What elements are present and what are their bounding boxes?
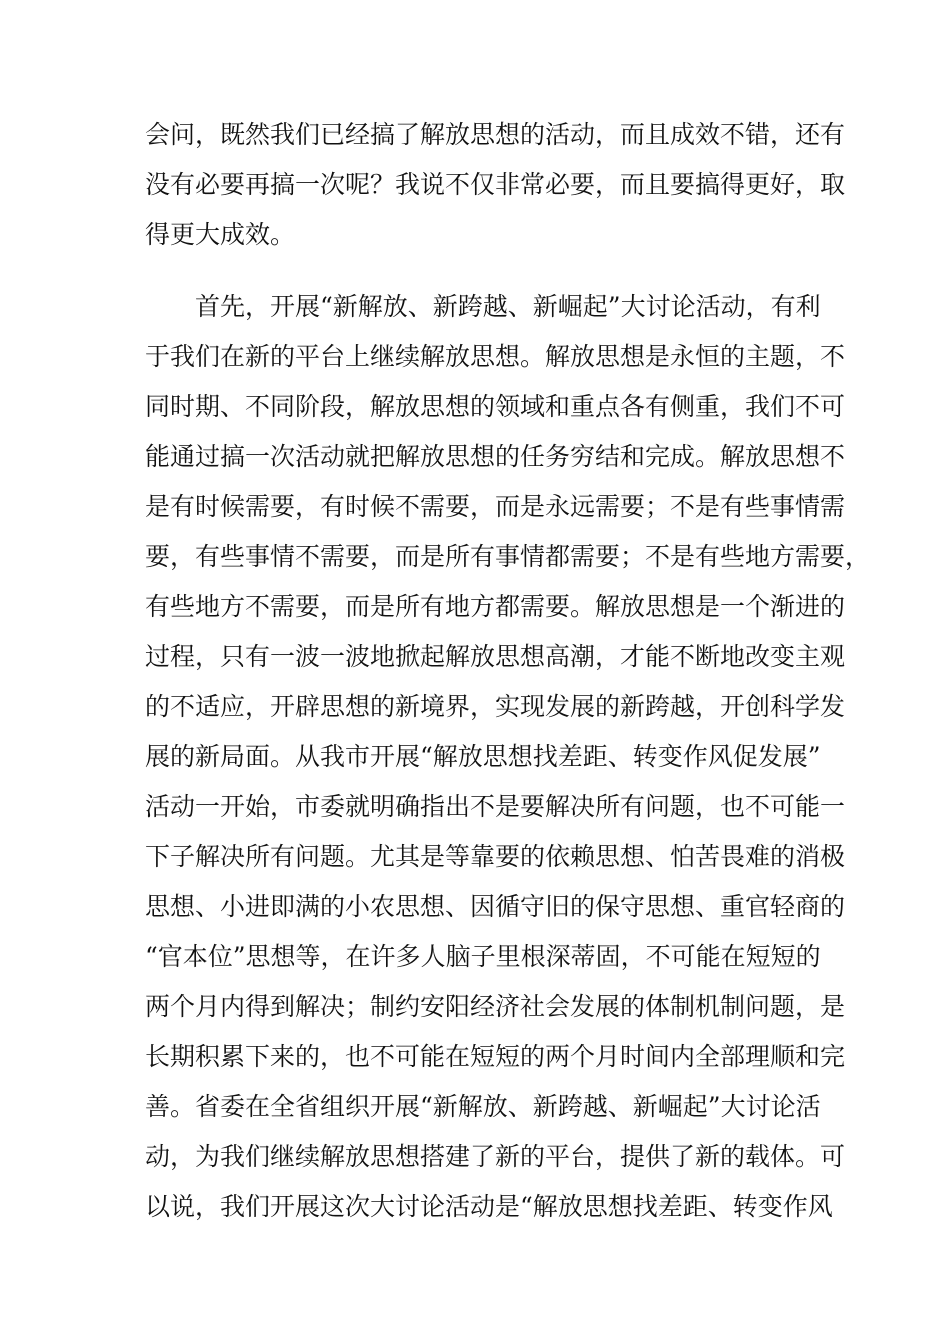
text-line: 有些地方不需要，而是所有地方都需要。解放思想是一个渐进的 (145, 592, 846, 621)
text-line: 长期积累下来的，也不可能在短短的两个月时间内全部理顺和完 (145, 1042, 846, 1071)
text-line: 的不适应，开辟思想的新境界，实现发展的新跨越，开创科学发 (145, 692, 846, 721)
text-line: 两个月内得到解决；制约安阳经济社会发展的体制机制问题，是 (145, 992, 846, 1021)
text-line: 过程，只有一波一波地掀起解放思想高潮，才能不断地改变主观 (145, 642, 846, 671)
text-line: 下子解决所有问题。尤其是等靠要的依赖思想、怕苦畏难的消极 (145, 842, 846, 871)
text-line: 会问，既然我们已经搞了解放思想的活动，而且成效不错，还有 (145, 120, 846, 149)
text-line: 活动一开始，市委就明确指出不是要解决所有问题，也不可能一 (145, 792, 846, 821)
text-line: 能通过搞一次活动就把解放思想的任务穷结和完成。解放思想不 (145, 442, 846, 471)
text-line: “官本位”思想等，在许多人脑子里根深蒂固，不可能在短短的 (145, 942, 821, 971)
text-line: 同时期、不同阶段，解放思想的领域和重点各有侧重，我们不可 (145, 392, 846, 421)
text-line: 于我们在新的平台上继续解放思想。解放思想是永恒的主题，不 (145, 342, 846, 371)
text-line: 展的新局面。从我市开展“解放思想找差距、转变作风促发展” (145, 742, 821, 771)
text-line: 以说，我们开展这次大讨论活动是“解放思想找差距、转变作风 (145, 1192, 833, 1221)
text-line: 首先，开展“新解放、新跨越、新崛起”大讨论活动，有利 (195, 292, 821, 321)
text-line: 动，为我们继续解放思想搭建了新的平台，提供了新的载体。可 (145, 1142, 846, 1171)
text-line: 善。省委在全省组织开展“新解放、新跨越、新崛起”大讨论活 (145, 1092, 821, 1121)
text-line: 没有必要再搞一次呢？我说不仅非常必要，而且要搞得更好，取 (145, 170, 846, 199)
text-line: 是有时候需要，有时候不需要，而是永远需要；不是有些事情需 (145, 492, 846, 521)
text-line: 要，有些事情不需要，而是所有事情都需要；不是有些地方需要， (145, 542, 871, 571)
text-line: 思想、小进即满的小农思想、因循守旧的保守思想、重官轻商的 (145, 892, 846, 921)
text-line: 得更大成效。 (145, 220, 296, 249)
